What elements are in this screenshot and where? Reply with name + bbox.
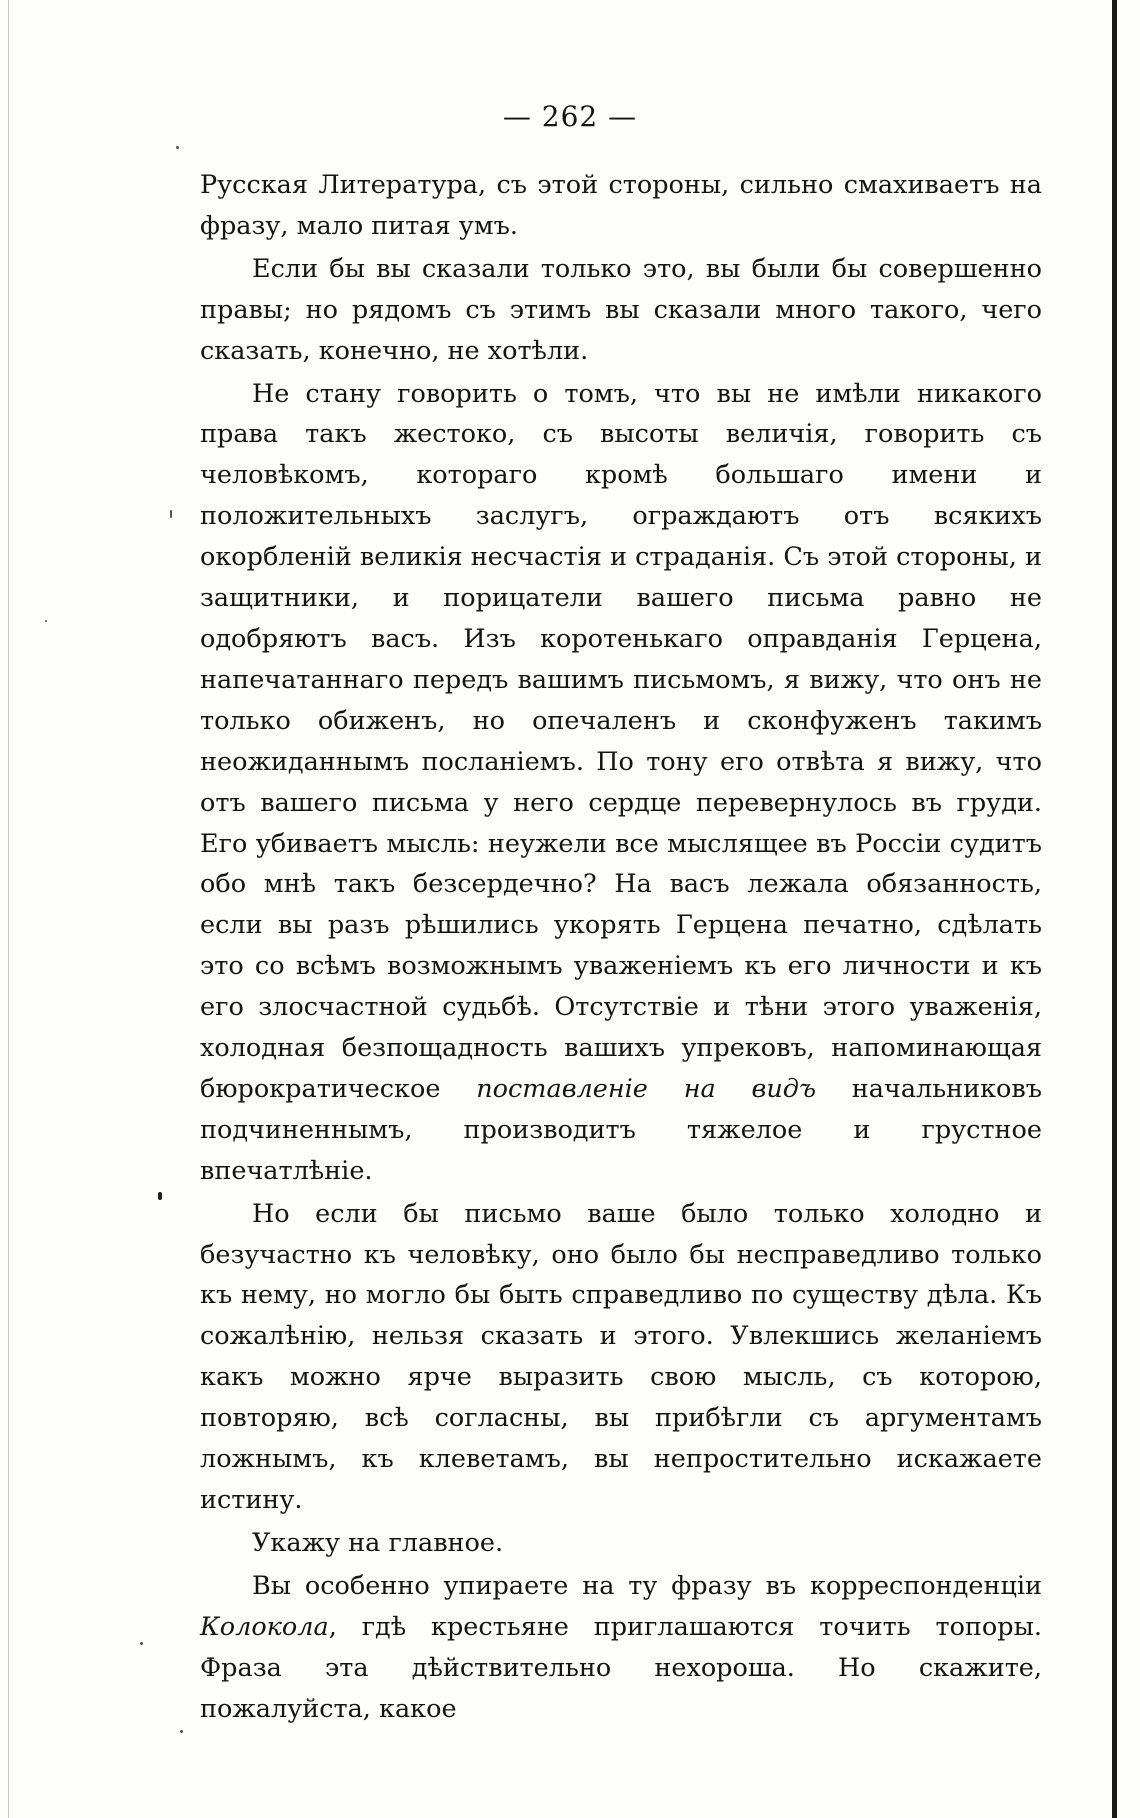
paragraph: Русская Литература, съ этой стороны, сильно смахиваетъ на фразу, мало питая умъ.: [200, 170, 1042, 241]
body-text: [200, 165, 1042, 1729]
paragraph: [200, 1566, 1042, 1730]
scan-speck: [180, 1730, 183, 1733]
scan-speck: [176, 146, 179, 149]
scan-speck: [158, 1192, 162, 1200]
scan-speck: [170, 510, 172, 518]
italic-term: Колокола: [200, 1611, 329, 1642]
scan-speck: [45, 620, 47, 622]
italic-term: поставленіе на видъ: [476, 1073, 816, 1104]
page-number: — 262 —: [502, 100, 638, 133]
book-binding-edge: [1112, 0, 1117, 1818]
page-left-edge: [8, 0, 9, 1818]
paragraph-text: начальниковъ подчиненнымъ, производитъ тяжелое и грустное впечатлѣніе.: [200, 1073, 1042, 1186]
paragraph-text: Не стану говорить о томъ, что вы не имѣли никакого права такъ жестоко, съ высоты величія, говорить съ человѣкомъ, котораго кромѣ большаго имени и положительныхъ заслугъ, ограждаютъ отъ всякихъ окорбленій великія несчастія и страданія. Съ этой стороны, и защитники, и порицатели вашего письма равно не одобряютъ васъ. Изъ коротенькаго оправданія Герцена, напечатаннаго передъ вашимъ письмомъ, я вижу, что онъ не только обиженъ, но опечаленъ и сконфуженъ такимъ неожиданнымъ посланіемъ. По тону его отвѣта я вижу, что отъ вашего письма у него сердце перевернулось въ груди. Его убиваетъ мысль: неужели все мыслящее въ Россіи судитъ обо мнѣ такъ безсердечно? На васъ лежала обязанность, если вы разъ рѣшились укорять Герцена печатно, сдѣлать это со всѣмъ возможнымъ уваженіемъ къ его личности и къ его злосчастной судьбѣ. Отсутствіе и тѣни этого уваженія, холодная безпощадность вашихъ упрековъ, напоминающая бюрократическое: [200, 378, 1042, 1104]
paragraph: Но если бы письмо ваше было только холодно и безучастно къ человѣку, оно было бы несправедливо только къ нему, но могло бы быть справедливо по существу дѣла. Къ сожалѣнію, нельзя сказать и этого. Увлекшись желаніемъ какъ можно ярче выразить свою мысль, съ которою, повторяю, всѣ согласны, вы прибѣгли съ аргументамъ ложнымъ, къ клеветамъ, вы непростительно искажаете истину.: [200, 1198, 1042, 1515]
scan-speck: [140, 1642, 143, 1645]
paragraph-text: , гдѣ крестьяне приглашаются точить топоры. Фраза эта дѣйствительно нехороша. Но скажите, пожалуйста, какое: [200, 1611, 1042, 1724]
paragraph: Если бы вы сказали только это, вы были бы совершенно правы; но рядомъ съ этимъ вы сказали много такого, чего сказать, конечно, не хотѣли.: [200, 253, 1042, 366]
paragraph: [200, 374, 1042, 1192]
paragraph-text: Вы особенно упираете на ту фразу въ корреспонденціи: [252, 1570, 1042, 1601]
paragraph: Укажу на главное.: [252, 1527, 504, 1558]
